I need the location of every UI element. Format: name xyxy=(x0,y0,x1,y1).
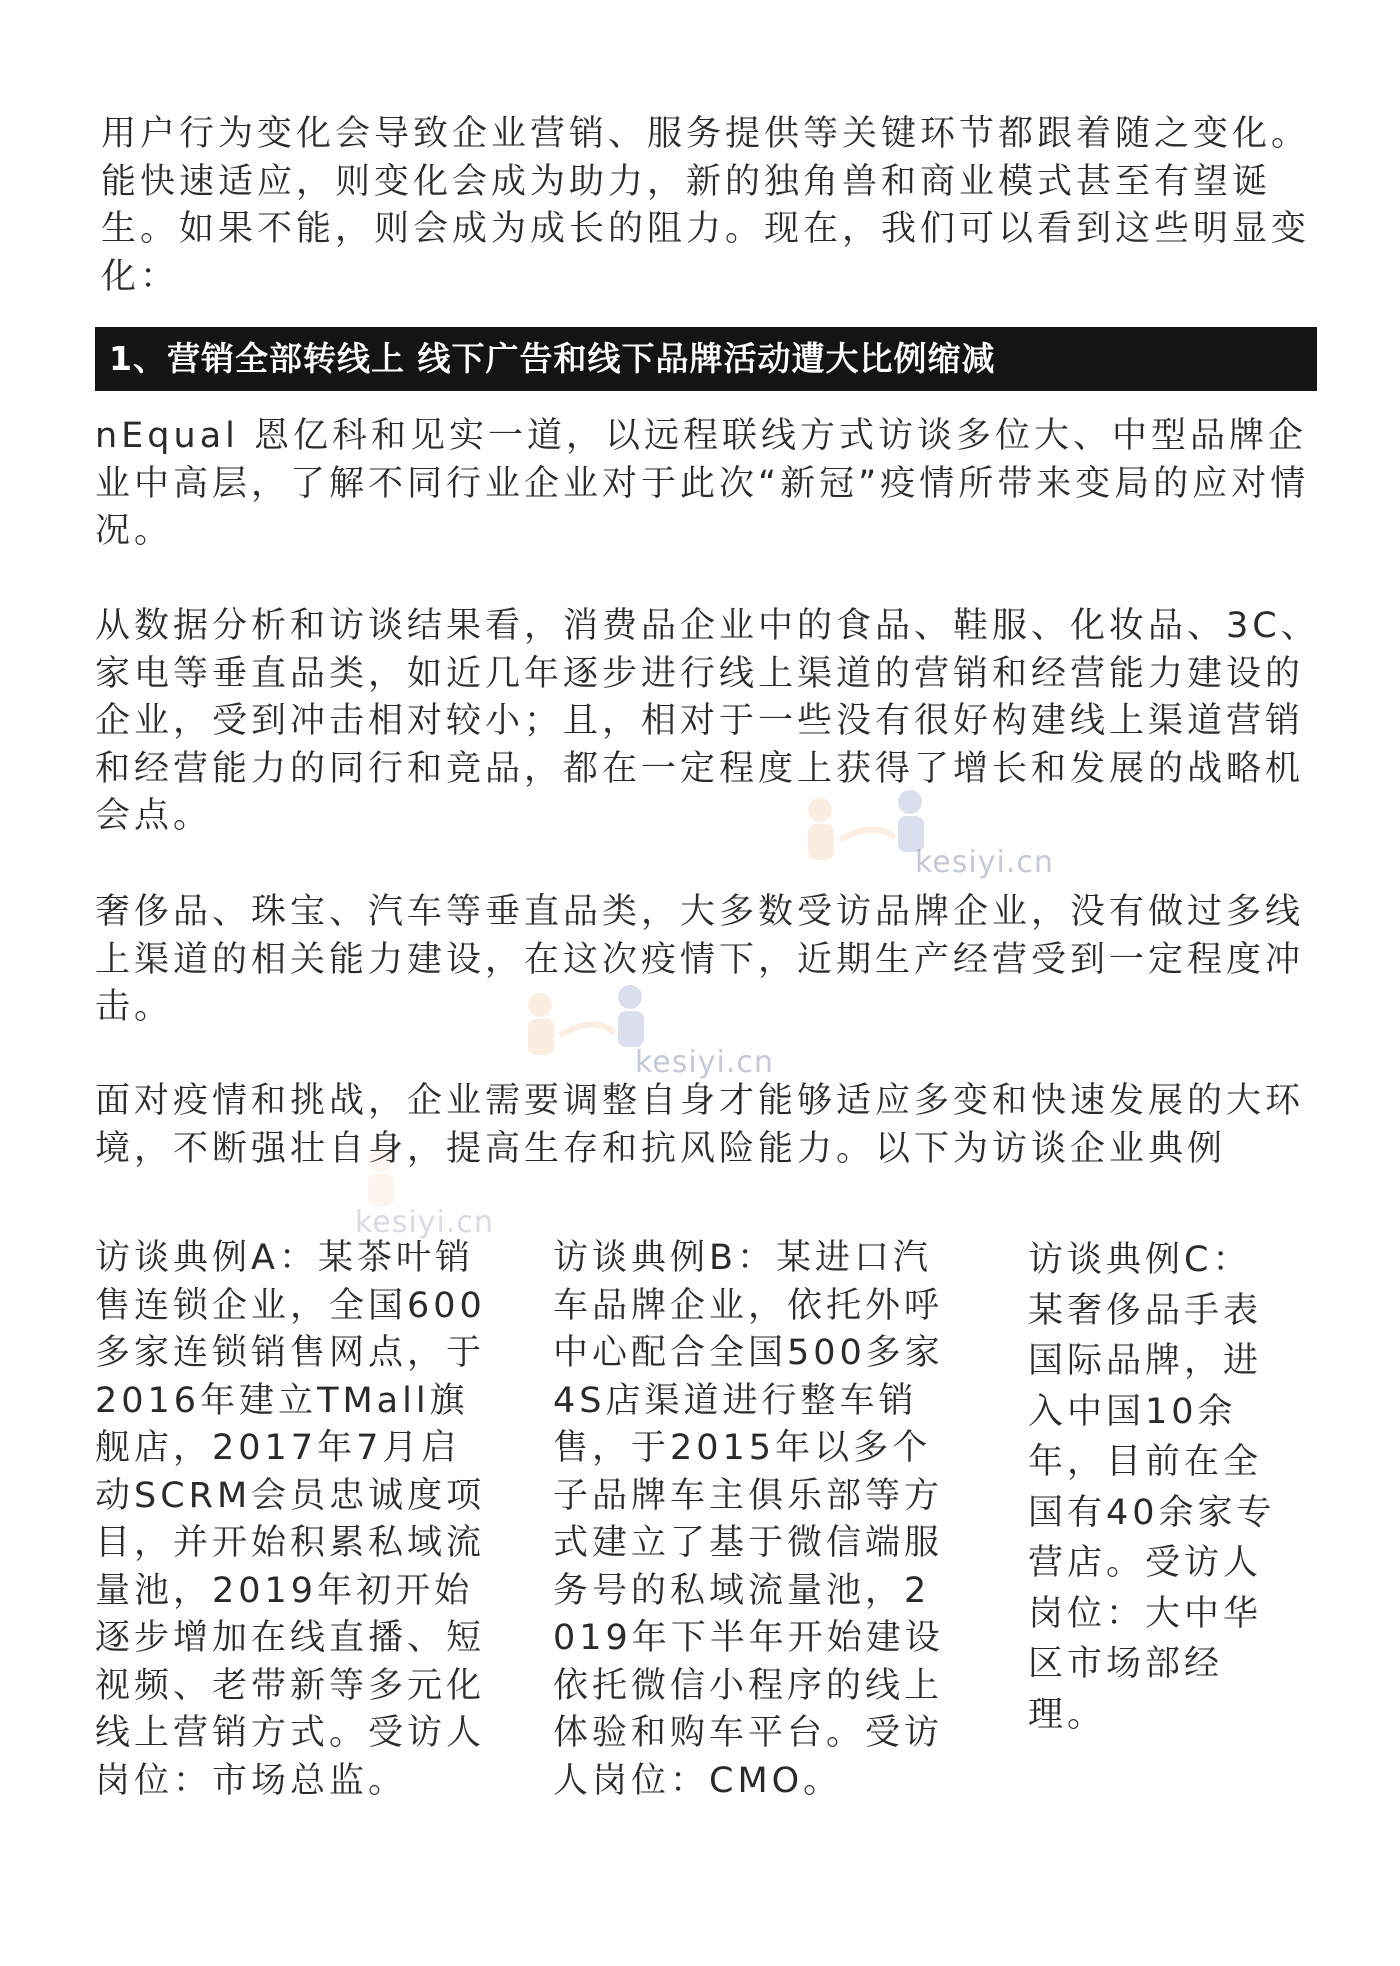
watermark-text-3: kesiyi.cn xyxy=(355,1205,494,1240)
facing-challenges-paragraph: 面对疫情和挑战，企业需要调整自身才能够适应多变和快速发展的大环境，不断强壮自身，提高生存和抗风险能力。以下为访谈企业典例 xyxy=(95,1081,1305,1169)
watermark-figure-icon xyxy=(340,1140,460,1210)
case-c-column: 访谈典例C：某奢侈品手表国际品牌，进入中国10余年，目前在全国有40余家专营店。受访人岗位：大中华区市场部经理。 xyxy=(1028,1240,1276,1735)
section-heading-title: 1、营销全部转线上 线下广告和线下品牌活动遭大比例缩减 xyxy=(109,339,996,378)
section-heading-bar xyxy=(95,327,1317,391)
nequal-paragraph: nEqual 恩亿科和见实一道，以远程联线方式访谈多位大、中型品牌企业中高层，了解不同行业企业对于此次“新冠”疫情所带来变局的应对情况。 xyxy=(95,416,1310,551)
watermark-text-1: kesiyi.cn xyxy=(915,845,1054,880)
luxury-paragraph: 奢侈品、珠宝、汽车等垂直品类，大多数受访品牌企业，没有做过多线上渠道的相关能力建设，在这次疫情下，近期生产经营受到一定程度冲击。 xyxy=(95,892,1305,1027)
intro-paragraph: 用户行为变化会导致企业营销、服务提供等关键环节都跟着随之变化。能快速适应，则变化会成为助力，新的独角兽和商业模式甚至有望诞生。如果不能，则会成为成长的阻力。现在，我们可以看到这些明显变化： xyxy=(101,114,1311,297)
watermark-3 xyxy=(340,1140,460,1214)
data-analysis-paragraph: 从数据分析和访谈结果看，消费品企业中的食品、鞋服、化妆品、3C、家电等垂直品类，如近几年逐步进行线上渠道的营销和经营能力建设的企业，受到冲击相对较小；且，相对于一些没有很好构建线上渠道营销和经营能力的同行和竞品，都在一定程度上获得了增长和发展的战略机会点。 xyxy=(95,606,1320,836)
case-b-column: 访谈典例B：某进口汽车品牌企业，依托外呼中心配合全国500多家4S店渠道进行整车销售，于2015年以多个子品牌车主俱乐部等方式建立了基于微信端服务号的私域流量池，2019年下半年开始建设依托微信小程序的线上体验和购车平台。受访人岗位：CMO。 xyxy=(553,1238,944,1801)
watermark-text-2: kesiyi.cn xyxy=(635,1045,774,1080)
case-a-column: 访谈典例A：某茶叶销售连锁企业，全国600多家连锁销售网点，于2016年建立TMall旗舰店，2017年7月启动SCRM会员忠诚度项目，并开始积累私域流量池，2019年初开始逐步增加在线直播、短视频、老带新等多元化线上营销方式。受访人岗位：市场总监。 xyxy=(95,1238,486,1801)
